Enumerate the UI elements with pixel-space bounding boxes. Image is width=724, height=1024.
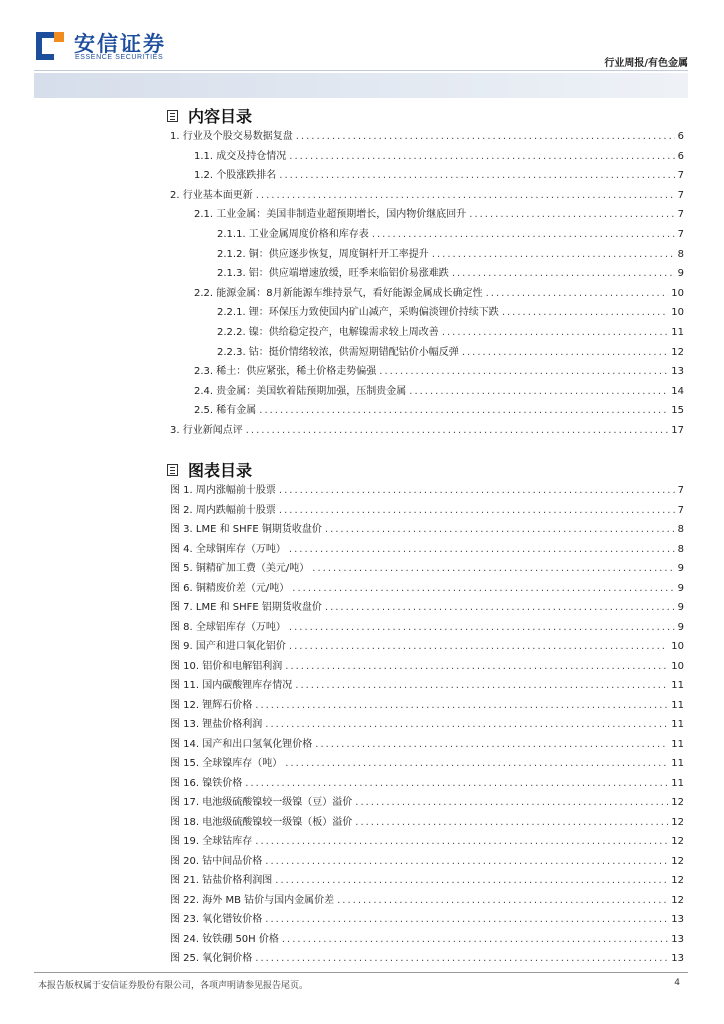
dot-leader: [289, 618, 675, 638]
footer-divider: [34, 972, 688, 973]
report-type: 行业周报/有色金属: [604, 58, 688, 69]
toc-entry-page: 11: [671, 758, 684, 769]
dot-leader: [502, 303, 668, 323]
dot-leader: [255, 949, 668, 969]
dot-leader: [296, 127, 675, 147]
dot-leader: [409, 382, 668, 402]
dot-leader: [355, 813, 668, 833]
toc-entry[interactable]: [170, 910, 684, 930]
dot-leader: [462, 343, 668, 363]
dot-leader: [279, 166, 674, 186]
header-divider: [34, 70, 688, 71]
toc-entry-label: 图 7. LME 和 SHFE 铝期货收盘价: [170, 602, 322, 613]
toc-entry[interactable]: [170, 225, 684, 245]
dot-leader: [355, 793, 668, 813]
toc-entry[interactable]: [170, 793, 684, 813]
toc-entry-label: 2.4. 贵金属：美国软着陆预期加强，压制贵金属: [194, 385, 407, 397]
toc-entry-page: 9: [677, 563, 684, 574]
brand-name-cn: 安信证券: [74, 32, 166, 56]
contents-heading: [167, 104, 252, 127]
toc-entry[interactable]: [170, 382, 684, 402]
toc-entry-page: 8: [677, 524, 684, 535]
toc-entry[interactable]: [170, 676, 684, 696]
toc-entry-page: 7: [677, 189, 684, 201]
toc-entry[interactable]: [170, 284, 684, 304]
toc-entry-page: 8: [677, 543, 684, 555]
toc-entry-label: 图 11. 国内碳酸锂库存情况: [170, 680, 293, 691]
logo-mark-icon: [34, 30, 66, 62]
toc-entry-page: 10: [671, 307, 684, 319]
toc-entry-label: 2.2. 能源金属：8月新能源车维持景气，看好能源金属成长确定性: [194, 287, 483, 299]
toc-entry-label: 图 9. 国产和进口氧化铝价: [170, 641, 286, 652]
toc-entry-page: 9: [677, 582, 684, 594]
toc-entry-label: 1.2. 个股涨跌排名: [194, 170, 277, 182]
toc-entry-label: 图 14. 国产和出口氢氧化锂价格: [170, 738, 313, 750]
toc-entry[interactable]: [170, 205, 684, 225]
document-list-icon: [167, 464, 178, 476]
brand-name-en: ESSENCE SECURITIES: [75, 54, 164, 61]
toc-entry[interactable]: [170, 852, 684, 872]
footer-disclaimer: 本报告版权属于安信证券股份有限公司，各项声明请参见报告尾页。: [38, 981, 309, 991]
brand-logo: [34, 28, 174, 68]
page-number: 4: [674, 978, 680, 988]
toc-entry[interactable]: [170, 303, 684, 323]
toc-entry-label: 2.1.1. 工业金属周度价格和库存表: [217, 228, 369, 240]
toc-entry-label: 图 10. 铝价和电解铝利润: [170, 660, 283, 672]
toc-entry[interactable]: [170, 657, 684, 677]
toc-entry-label: 图 22. 海外 MB 钴价与国内金属价差: [170, 894, 335, 906]
toc-entry-label: 2.3. 稀土：供应紧张，稀土价格走势偏强: [194, 366, 377, 378]
toc-entry-page: 12: [671, 855, 684, 867]
toc-entry[interactable]: [170, 127, 684, 147]
toc-entry-page: 11: [671, 738, 684, 750]
toc-entry-page: 11: [671, 680, 684, 691]
toc-entry[interactable]: [170, 481, 684, 501]
dot-leader: [469, 205, 674, 225]
toc-entry-label: 图 21. 钴盐价格利润图: [170, 875, 273, 886]
contents-list: [170, 127, 684, 441]
toc-entry[interactable]: [170, 735, 684, 755]
toc-entry-page: 7: [677, 228, 684, 240]
toc-entry[interactable]: [170, 540, 684, 560]
toc-entry-page: 11: [671, 699, 684, 711]
toc-entry-page: 8: [677, 248, 684, 260]
toc-entry-page: 7: [677, 504, 684, 516]
toc-entry-label: 图 16. 镍铁价格: [170, 777, 243, 789]
toc-entry[interactable]: [170, 637, 684, 657]
toc-entry-label: 2.1.2. 铜：供应逐步恢复，周度铜杆开工率提升: [217, 248, 429, 260]
toc-entry-label: 图 23. 氧化镨钕价格: [170, 914, 263, 925]
toc-entry-label: 图 15. 全球镍库存（吨）: [170, 758, 283, 769]
toc-entry[interactable]: [170, 186, 684, 206]
toc-entry[interactable]: [170, 264, 684, 284]
toc-entry-label: 图 8. 全球铝库存（万吨）: [170, 621, 286, 633]
toc-entry[interactable]: [170, 949, 684, 969]
dot-leader: [255, 696, 668, 716]
toc-entry[interactable]: [170, 559, 684, 579]
toc-entry-page: 9: [677, 621, 684, 633]
toc-entry-label: 2. 行业基本面更新: [170, 189, 253, 201]
toc-entry-label: 图 12. 锂辉石价格: [170, 699, 253, 711]
toc-entry-page: 12: [671, 836, 684, 847]
toc-entry[interactable]: [170, 421, 684, 441]
toc-entry[interactable]: [170, 323, 684, 343]
dot-leader: [379, 362, 668, 382]
document-list-icon: [167, 110, 178, 122]
toc-entry[interactable]: [170, 520, 684, 540]
toc-entry-page: 7: [677, 170, 684, 182]
toc-entry-label: 图 2. 周内跌幅前十股票: [170, 504, 276, 516]
toc-entry-label: 2.1. 工业金属：美国非制造业超预期增长，国内物价继底回升: [194, 209, 467, 221]
toc-entry-label: 图 20. 钴中间品价格: [170, 855, 263, 867]
dot-leader: [285, 657, 668, 677]
toc-entry-label: 图 19. 全球钴库存: [170, 836, 253, 847]
dot-leader: [265, 852, 668, 872]
toc-entry[interactable]: [170, 715, 684, 735]
toc-entry-label: 图 4. 全球铜库存（万吨）: [170, 543, 286, 555]
toc-entry-page: 13: [671, 366, 684, 378]
toc-entry-label: 2.1.3. 铝：供应端增速放缓，旺季来临铝价易涨难跌: [217, 268, 449, 280]
toc-entry-page: 9: [677, 268, 684, 280]
toc-entry[interactable]: [170, 579, 684, 599]
dot-leader: [452, 264, 675, 284]
dot-leader: [259, 401, 668, 421]
dot-leader: [279, 481, 675, 501]
toc-entry-label: 图 24. 钕铁硼 50H 价格: [170, 933, 279, 945]
dot-leader: [486, 284, 669, 304]
toc-entry-label: 图 5. 铜精矿加工费（美元/吨）: [170, 563, 310, 574]
dot-leader: [325, 520, 675, 540]
toc-entry[interactable]: [170, 501, 684, 521]
dot-leader: [289, 637, 668, 657]
toc-entry-page: 10: [671, 641, 684, 652]
dot-leader: [315, 735, 668, 755]
toc-entry-page: 12: [671, 346, 684, 358]
toc-entry[interactable]: [170, 166, 684, 186]
toc-entry[interactable]: [170, 891, 684, 911]
toc-entry-page: 14: [671, 385, 684, 397]
toc-entry-page: 12: [671, 797, 684, 808]
dot-leader: [432, 245, 675, 265]
toc-entry[interactable]: [170, 598, 684, 618]
toc-entry[interactable]: [170, 618, 684, 638]
dot-leader: [265, 910, 668, 930]
toc-entry-page: 10: [671, 287, 684, 299]
toc-entry[interactable]: [170, 754, 684, 774]
toc-entry[interactable]: [170, 871, 684, 891]
dot-leader: [325, 598, 675, 618]
toc-entry[interactable]: [170, 813, 684, 833]
toc-entry-page: 15: [671, 405, 684, 417]
toc-entry[interactable]: [170, 401, 684, 421]
dot-leader: [265, 715, 668, 735]
dot-leader: [372, 225, 675, 245]
toc-entry-page: 11: [671, 777, 684, 789]
toc-entry-label: 图 13. 锂盐价格利润: [170, 719, 263, 730]
toc-entry[interactable]: [170, 696, 684, 716]
toc-entry-page: 12: [671, 816, 684, 828]
toc-entry-page: 11: [671, 719, 684, 730]
dot-leader: [442, 323, 668, 343]
dot-leader: [255, 832, 668, 852]
contents-title: 内容目录: [188, 107, 253, 126]
dot-leader: [279, 501, 675, 521]
dot-leader: [285, 754, 668, 774]
toc-entry-label: 1.1. 成交及持仓情况: [194, 150, 287, 162]
header-band: [34, 73, 688, 98]
toc-entry-label: 图 17. 电池级硫酸镍较一级镍（豆）溢价: [170, 797, 353, 808]
dot-leader: [256, 186, 675, 206]
dot-leader: [289, 540, 675, 560]
toc-entry-label: 图 18. 电池级硫酸镍较一级镍（板）溢价: [170, 816, 353, 828]
toc-entry[interactable]: [170, 362, 684, 382]
toc-entry-label: 图 1. 周内涨幅前十股票: [170, 485, 276, 496]
toc-entry-label: 图 6. 铜精废价差（元/吨）: [170, 582, 290, 594]
toc-entry-label: 图 3. LME 和 SHFE 铜期货收盘价: [170, 524, 322, 535]
toc-entry-page: 12: [671, 894, 684, 906]
dot-leader: [275, 871, 668, 891]
toc-entry-page: 7: [677, 209, 684, 221]
toc-entry-label: 1. 行业及个股交易数据复盘: [170, 131, 293, 142]
toc-entry[interactable]: [170, 774, 684, 794]
toc-entry[interactable]: [170, 832, 684, 852]
dot-leader: [337, 891, 668, 911]
toc-entry-page: 12: [671, 875, 684, 886]
toc-entry-label: 图 25. 氧化铜价格: [170, 953, 253, 964]
toc-entry-page: 17: [671, 424, 684, 436]
toc-entry-label: 2.2.3. 钴：挺价情绪较浓，供需短期错配钴价小幅反弹: [217, 346, 459, 358]
toc-entry-page: 11: [671, 326, 684, 338]
toc-entry[interactable]: [170, 245, 684, 265]
toc-entry[interactable]: [170, 930, 684, 950]
toc-entry-label: 2.2.2. 镍：供给稳定投产，电解镍需求较上周改善: [217, 326, 439, 338]
toc-entry-page: 13: [671, 933, 684, 945]
toc-entry-page: 6: [677, 150, 684, 162]
toc-entry-label: 2.5. 稀有金属: [194, 405, 257, 417]
toc-entry-page: 13: [671, 914, 684, 925]
toc-entry[interactable]: [170, 343, 684, 363]
toc-entry-label: 3. 行业新闻点评: [170, 424, 243, 436]
toc-entry-page: 13: [671, 953, 684, 964]
toc-entry-page: 7: [677, 485, 684, 496]
dot-leader: [245, 774, 668, 794]
dot-leader: [312, 559, 674, 579]
figures-title: 图表目录: [188, 461, 253, 480]
dot-leader: [282, 930, 668, 950]
figures-heading: [167, 458, 252, 481]
toc-entry-page: 6: [677, 131, 684, 142]
dot-leader: [289, 147, 674, 167]
toc-entry-label: 2.2.1. 锂：环保压力致使国内矿山减产，采购偏淡锂价持续下跌: [217, 307, 499, 319]
dot-leader: [246, 421, 669, 441]
toc-entry[interactable]: [170, 147, 684, 167]
toc-entry-page: 9: [677, 602, 684, 613]
dot-leader: [292, 579, 674, 599]
figures-list: [170, 481, 684, 969]
dot-leader: [295, 676, 668, 696]
toc-entry-page: 10: [671, 660, 684, 672]
